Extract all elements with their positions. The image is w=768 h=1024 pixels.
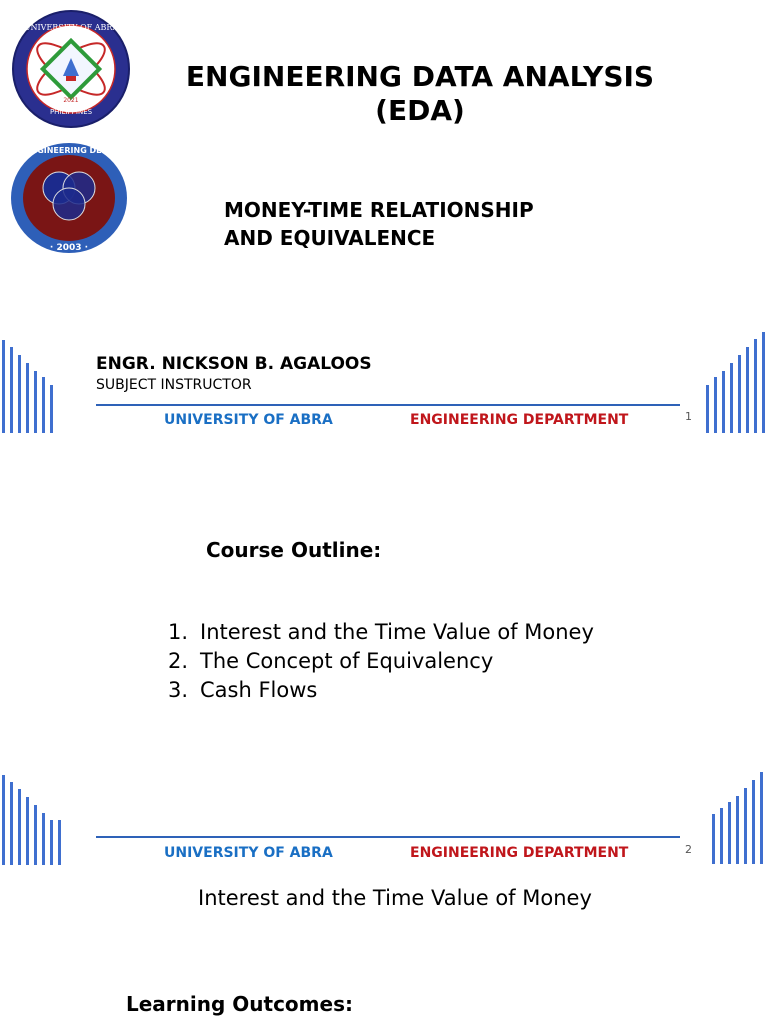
footer-department: ENGINEERING DEPARTMENT — [410, 412, 629, 428]
svg-text:· 2003 ·: · 2003 · — [49, 243, 89, 253]
slide-subtitle — [224, 196, 534, 252]
footer-university: UNIVERSITY OF ABRA — [164, 845, 333, 861]
footer-university: UNIVERSITY OF ABRA — [164, 412, 333, 428]
footer-department: ENGINEERING DEPARTMENT — [410, 845, 629, 861]
slide-3-title: Interest and the Time Value of Money — [198, 886, 592, 910]
page-number: 2 — [685, 843, 692, 856]
left-bar-decoration — [0, 775, 70, 865]
subtitle-line-1: MONEY-TIME RELATIONSHIP — [224, 198, 534, 222]
university-logo — [10, 8, 132, 130]
svg-text:PHILIPPINES: PHILIPPINES — [49, 108, 93, 116]
list-item — [168, 676, 594, 705]
right-bar-decoration — [706, 764, 768, 864]
subtitle-line-2: AND EQUIVALENCE — [224, 226, 436, 250]
list-item-text: The Concept of Equivalency — [200, 649, 494, 673]
title-line-2: (EDA) — [375, 94, 465, 127]
engineering-department-logo — [8, 140, 130, 256]
footer-rule — [96, 836, 680, 838]
list-item-number: 2. — [168, 649, 189, 673]
list-item-number: 1. — [168, 620, 189, 644]
title-line-1: ENGINEERING DATA ANALYSIS — [185, 60, 655, 93]
list-item — [168, 618, 594, 647]
course-outline-list — [168, 618, 594, 705]
course-outline-heading: Course Outline: — [206, 538, 382, 562]
svg-text:ENGINEERING DEPT: ENGINEERING DEPT — [25, 146, 113, 155]
instructor-role: SUBJECT INSTRUCTOR — [96, 377, 252, 393]
right-bar-decoration — [700, 330, 768, 433]
page-number: 1 — [685, 410, 692, 423]
list-item — [168, 647, 594, 676]
slide-title — [170, 60, 670, 128]
learning-outcomes-heading: Learning Outcomes: — [126, 992, 353, 1016]
list-item-text: Interest and the Time Value of Money — [200, 620, 594, 644]
instructor-name: ENGR. NICKSON B. AGALOOS — [96, 354, 372, 374]
list-item-text: Cash Flows — [200, 678, 318, 702]
list-item-number: 3. — [168, 678, 189, 702]
footer-rule — [96, 404, 680, 406]
left-bar-decoration — [0, 340, 70, 433]
svg-text:2021: 2021 — [63, 97, 79, 104]
svg-text:UNIVERSITY OF ABRA: UNIVERSITY OF ABRA — [23, 23, 119, 32]
